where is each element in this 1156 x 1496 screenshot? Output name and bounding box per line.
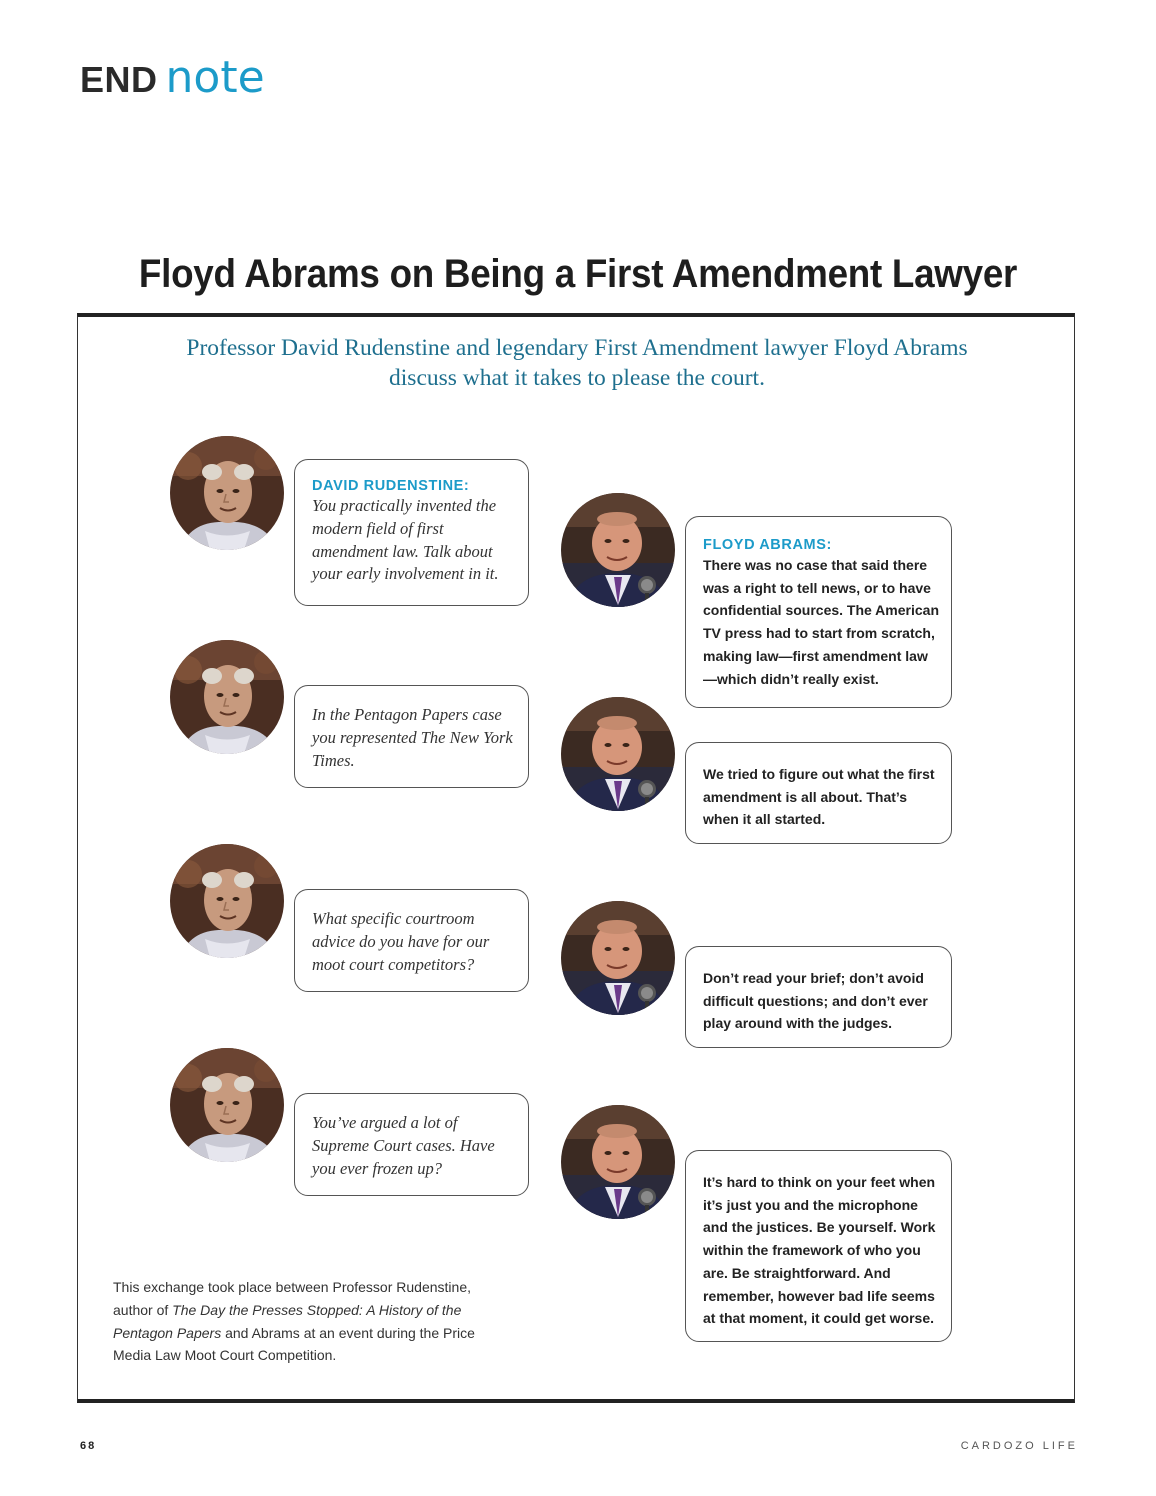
rudenstine-portrait-icon	[170, 1048, 284, 1162]
answer-bubble	[685, 516, 952, 708]
intro-text	[100, 333, 1054, 393]
section-header-note: note	[165, 52, 265, 103]
intro-line-2: discuss what it takes to please the court.	[389, 365, 765, 391]
rudenstine-portrait-icon	[170, 844, 284, 958]
answer-text: It’s hard to think on your feet when it’s just you and the microphone and the justices. Be yourself. Work within the framework of who you are. Be straightforward. And remember, however bad life seems at that moment, it could get worse.	[703, 1174, 936, 1327]
intro-line-1: Professor David Rudenstine and legendary First Amendment lawyer Floyd Abrams	[186, 335, 968, 361]
speaker-label: FLOYD ABRAMS:	[703, 537, 832, 553]
answer-text: We tried to figure out what the first amendment is all about. That’s when it all started.	[703, 766, 935, 828]
question-text: In the Pentagon Papers case you represented The New York Times.	[312, 705, 513, 770]
question-text: You practically invented the modern field of first amendment law. Talk about your early involvement in it.	[312, 496, 499, 584]
footnote	[113, 1276, 503, 1367]
answer-text: Don’t read your brief; don’t avoid difficult questions; and don’t ever play around with the judges.	[703, 970, 928, 1032]
rudenstine-portrait-icon	[170, 640, 284, 754]
question-text: What specific courtroom advice do you have for our moot court competitors?	[312, 909, 490, 974]
rudenstine-portrait-icon	[170, 436, 284, 550]
article-title: Floyd Abrams on Being a First Amendment Lawyer	[138, 252, 1018, 296]
answer-bubble	[685, 1150, 952, 1342]
question-bubble	[294, 685, 529, 788]
answer-bubble	[685, 742, 952, 844]
section-header	[80, 52, 265, 103]
speaker-label: DAVID RUDENSTINE:	[312, 478, 470, 494]
question-bubble	[294, 459, 529, 606]
page-number: 68	[80, 1440, 97, 1452]
footnote-part-2: and Abrams at an event during the Price Media Law Moot Court Competition.	[113, 1324, 475, 1364]
section-header-end: END	[80, 59, 158, 100]
abrams-portrait-icon	[561, 697, 675, 811]
abrams-portrait-icon	[561, 493, 675, 607]
answer-bubble	[685, 946, 952, 1048]
abrams-portrait-icon	[561, 901, 675, 1015]
question-bubble	[294, 1093, 529, 1196]
magazine-name: CARDOZO LIFE	[960, 1440, 1078, 1452]
footnote-part-1: This exchange took place between Professor Rudenstine, author of	[113, 1279, 471, 1318]
abrams-portrait-icon	[561, 1105, 675, 1219]
answer-text: There was no case that said there was a right to tell news, or to have confidential sources. The American TV press had to start from scratch, making law—first amendment law—which didn’t really exist.	[703, 557, 939, 687]
question-bubble	[294, 889, 529, 992]
question-text: You’ve argued a lot of Supreme Court cases. Have you ever frozen up?	[312, 1113, 495, 1178]
footnote-book-title: The Day the Presses Stopped: A History of the Pentagon Papers	[113, 1301, 462, 1341]
